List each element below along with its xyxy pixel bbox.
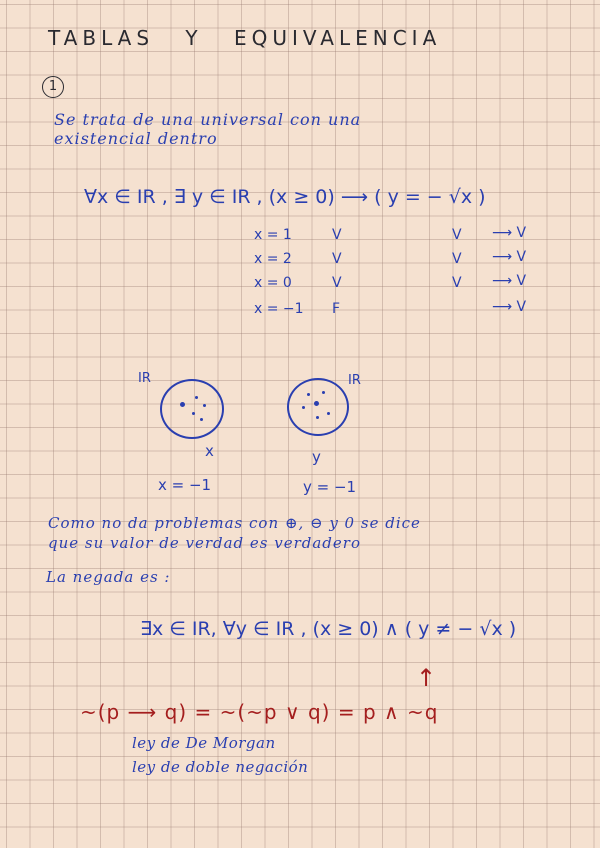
negated-statement: ∃x ∈ IR, ∀y ∈ IR , (x ≥ 0) ∧ ( y ≠ − √x ) <box>140 618 517 640</box>
table-row-q: V <box>452 227 462 243</box>
right-set-label: IR <box>348 373 361 388</box>
item-number-badge <box>42 76 64 98</box>
left-set-circle <box>160 379 224 439</box>
intro-line-1: Se trata de una universal con una <box>54 110 362 129</box>
table-row-p: V <box>332 275 342 291</box>
table-row-x: x = 1 <box>254 227 292 243</box>
set-element-dot <box>307 393 310 396</box>
set-element-dot <box>192 412 195 415</box>
set-element-dot <box>200 418 203 421</box>
table-row-x: x = −1 <box>254 301 304 317</box>
table-row-q: V <box>452 251 462 267</box>
set-element-dot <box>314 401 319 406</box>
table-row-r: ⟶ V <box>492 249 527 265</box>
table-row-p: F <box>332 301 341 317</box>
left-var: x <box>205 442 214 460</box>
table-row-r: ⟶ V <box>492 225 527 241</box>
table-row-p: V <box>332 251 342 267</box>
set-element-dot <box>203 404 206 407</box>
table-row-r: ⟶ V <box>492 299 527 315</box>
intro-line-2: existencial dentro <box>54 129 218 148</box>
left-value: x = −1 <box>158 476 212 494</box>
negation-label: La negada es : <box>46 568 171 586</box>
statement: ∀x ∈ IR , ∃ y ∈ IR , (x ≥ 0) ⟶ ( y = − √x ) <box>84 186 486 208</box>
table-row-p: V <box>332 227 342 243</box>
table-row-r: ⟶ V <box>492 273 527 289</box>
set-element-dot <box>195 396 198 399</box>
table-row-x: x = 2 <box>254 251 292 267</box>
left-set-label: IR <box>138 371 151 386</box>
table-row-q: V <box>452 275 462 291</box>
set-element-dot <box>322 391 325 394</box>
right-set-circle <box>287 378 349 436</box>
conclusion-line-1: Como no da problemas con ⊕, ⊖ y 0 se dice <box>48 514 421 532</box>
set-element-dot <box>180 402 185 407</box>
set-element-dot <box>327 412 330 415</box>
law-de-morgan: ley de De Morgan <box>132 734 276 752</box>
right-value: y = −1 <box>303 478 357 496</box>
equivalence: ~(p ⟶ q) = ~(~p ∨ q) = p ∧ ~q <box>80 700 439 724</box>
item-number: 1 <box>48 79 58 94</box>
up-arrow-icon: ↑ <box>416 664 437 692</box>
conclusion-line-2: que su valor de verdad es verdadero <box>48 534 361 552</box>
page-title: TABLAS Y EQUIVALENCIA <box>48 26 442 50</box>
set-element-dot <box>302 406 305 409</box>
law-double-negation: ley de doble negación <box>132 758 309 776</box>
table-row-x: x = 0 <box>254 275 292 291</box>
set-element-dot <box>316 416 319 419</box>
right-var: y <box>312 448 321 466</box>
